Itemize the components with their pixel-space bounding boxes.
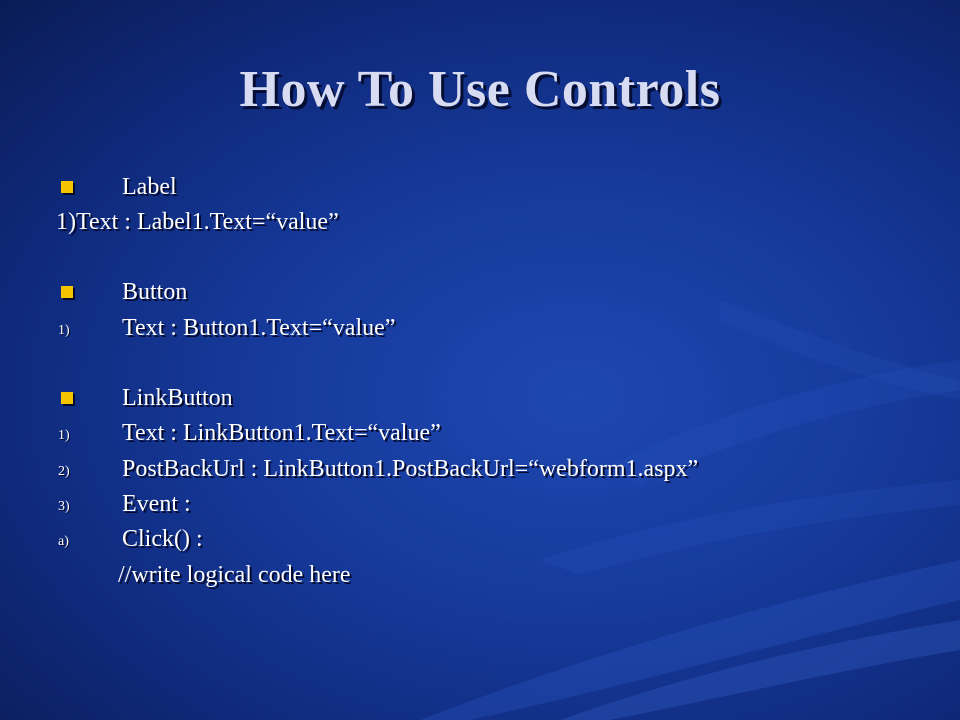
list-letter: a) (58, 534, 69, 549)
bullet-text: Click() : (122, 526, 203, 552)
bullet-text: Label (122, 174, 177, 200)
list-number: 1) (58, 428, 70, 443)
bullet-text: 1)Text : Label1.Text=“value” (56, 209, 339, 235)
square-bullet-icon (61, 286, 73, 298)
bullet-text: Event : (122, 491, 191, 517)
square-bullet-icon (61, 181, 73, 193)
list-number: 1) (58, 323, 70, 338)
list-number: 2) (58, 464, 70, 479)
list-number: 3) (58, 499, 70, 514)
square-bullet-icon (61, 392, 73, 404)
bullet-text: Button (122, 279, 188, 305)
bullet-text: PostBackUrl : LinkButton1.PostBackUrl=“webform1.aspx” (122, 456, 699, 482)
bullet-text: LinkButton (122, 385, 233, 411)
bullet-text: Text : LinkButton1.Text=“value” (122, 420, 441, 446)
bullet-text: Text : Button1.Text=“value” (122, 315, 396, 341)
slide-title: How To Use Controls (239, 61, 721, 118)
bullet-text: //write logical code here (118, 562, 351, 588)
